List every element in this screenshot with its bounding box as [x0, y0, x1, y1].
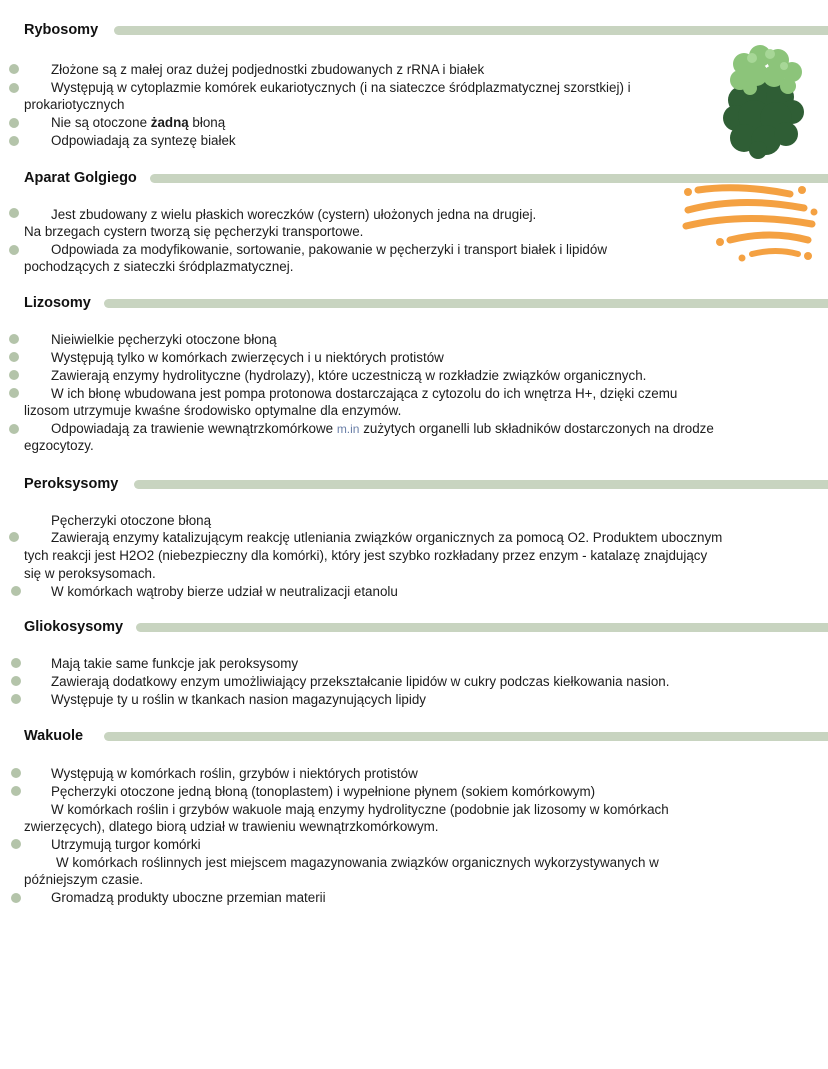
heading-divider	[104, 299, 828, 308]
text-line: Występują w cytoplazmie komórek eukariotycznych (i na siateczce śródplazmatycznej szorstkiej) i	[51, 80, 631, 95]
section-heading-peroksysomy	[24, 474, 828, 494]
text-line: się w peroksysomach.	[24, 566, 156, 581]
section-title: Lizosomy	[24, 295, 91, 311]
bullet	[9, 83, 19, 93]
text-line: Zawierają dodatkowy enzym umożliwiający przekształcanie lipidów w cukry podczas kiełkowania nasion.	[51, 674, 670, 689]
text-line: Nie są otoczone żadną błoną	[51, 115, 226, 130]
text-line: Występuje ty u roślin w tkankach nasion magazynujących lipidy	[51, 692, 426, 707]
ribosome-illustration	[722, 42, 806, 160]
section-title: Wakuole	[24, 728, 84, 744]
text-line: W ich błonę wbudowana jest pompa protonowa dostarczająca z cytozolu do ich wnętrza H+, dzięki czemu	[51, 386, 678, 401]
bullet	[11, 658, 21, 668]
section-heading-gliokosysomy	[24, 617, 828, 637]
bullet	[11, 839, 21, 849]
bullet	[9, 532, 19, 542]
heading-divider	[134, 480, 828, 489]
bullet	[11, 768, 21, 778]
section-title: Gliokosysomy	[24, 619, 124, 635]
bullet	[9, 136, 19, 146]
text-line: późniejszym czasie.	[24, 872, 144, 887]
text-line: Odpowiada za modyfikowanie, sortowanie, pakowanie w pęcherzyki i transport białek i lipidów	[51, 242, 607, 257]
bullet	[9, 208, 19, 218]
text-line: Odpowiadają za syntezę białek	[51, 133, 236, 148]
section-title: Rybosomy	[24, 22, 99, 38]
text-line: Jest zbudowany z wielu płaskich woreczków (cystern) ułożonych jedna na drugiej.	[51, 207, 537, 222]
bullet	[11, 676, 21, 686]
section-heading-lizosomy	[24, 293, 828, 313]
bullet	[9, 334, 19, 344]
bullet	[9, 245, 19, 255]
text-line: tych reakcji jest H2O2 (niebezpieczny dla komórki), który jest szybko rozkładany przez enzym - katalazę znajdujący	[24, 548, 708, 563]
section-heading-wakuole	[24, 726, 828, 746]
heading-divider	[136, 623, 828, 632]
bullet	[11, 694, 21, 704]
text-line: Występują w komórkach roślin, grzybów i niektórych protistów	[51, 766, 418, 781]
section-title: Aparat Golgiego	[24, 170, 137, 186]
bullet	[11, 893, 21, 903]
text-line: egzocytozy.	[24, 438, 94, 453]
text-line: Nieiwielkie pęcherzyki otoczone błoną	[51, 332, 277, 347]
text-line: Pęcherzyki otoczone jedną błoną (tonoplastem) i wypełnione płynem (sokiem komórkowym)	[51, 784, 596, 799]
text-line: lizosom utrzymuje kwaśne środowisko optymalne dla enzymów.	[24, 403, 402, 418]
text-line: W komórkach roślin i grzybów wakuole mają enzymy hydrolityczne (podobnie jak lizosomy w komórkach	[51, 802, 669, 817]
text-line: Występują tylko w komórkach zwierzęcych i u niektórych protistów	[51, 350, 444, 365]
section-heading-rybosomy	[24, 20, 828, 40]
text-line: Gromadzą produkty uboczne przemian materii	[51, 890, 326, 905]
text-line: Utrzymują turgor komórki	[51, 837, 201, 852]
text-line: Pęcherzyki otoczone błoną	[51, 513, 212, 528]
text-line: W komórkach roślinnych jest miejscem magazynowania związków organicznych wykorzystywanych w	[56, 855, 659, 870]
section-title: Peroksysomy	[24, 476, 119, 492]
text-line: Zawierają enzymy hydrolityczne (hydrolazy), które uczestniczą w rozkładzie związków organicznych.	[51, 368, 647, 383]
bullet	[9, 388, 19, 398]
text-line: pochodzących z siateczki śródplazmatycznej.	[24, 259, 294, 274]
heading-divider	[104, 732, 828, 741]
bullet	[9, 424, 19, 434]
golgi-apparatus-illustration	[680, 182, 820, 264]
bullet	[9, 118, 19, 128]
bullet	[9, 352, 19, 362]
bullet	[11, 586, 21, 596]
bullet	[11, 786, 21, 796]
heading-divider	[114, 26, 828, 35]
text-line: Zawierają enzymy katalizującym reakcję utleniania związków organicznych za pomocą O2. Produktem ubocznym	[51, 530, 723, 545]
text-line: Na brzegach cystern tworzą się pęcherzyki transportowe.	[24, 224, 364, 239]
text-line: Mają takie same funkcje jak peroksysomy	[51, 656, 299, 671]
text-line: Odpowiadają za trawienie wewnątrzkomórkowe m.in zużytych organelli lub składników dostarczonych na drodze	[51, 421, 714, 436]
text-line: W komórkach wątroby bierze udział w neutralizacji etanolu	[51, 584, 398, 599]
bullet	[9, 64, 19, 74]
text-line: Złożone są z małej oraz dużej podjednostki zbudowanych z rRNA i białek	[51, 62, 485, 77]
text-line: prokariotycznych	[24, 97, 125, 112]
text-line: zwierzęcych), dlatego biorą udział w trawieniu wewnątrzkomórkowym.	[24, 819, 439, 834]
bullet	[9, 370, 19, 380]
